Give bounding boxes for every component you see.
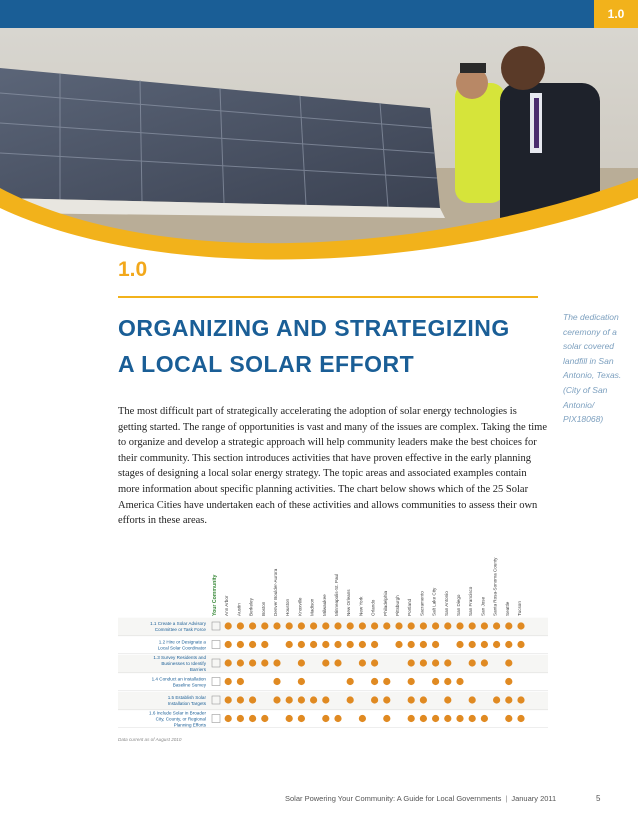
activity-dot (505, 715, 512, 722)
column-header: Philadelphia (382, 590, 388, 616)
activity-dot (286, 641, 293, 648)
row-label: 1.6 Include Solar in Broader (149, 710, 206, 716)
activity-dot (261, 641, 268, 648)
column-header: Pittsburgh (395, 595, 400, 616)
row-label: Local Solar Coordinator (157, 645, 206, 651)
activity-dot (517, 715, 524, 722)
activity-dot (261, 659, 268, 666)
activity-dot (359, 659, 366, 666)
chapter-tab: 1.0 (594, 0, 638, 28)
activity-dot (444, 678, 451, 685)
activity-dot (481, 659, 488, 666)
activity-dot (347, 696, 354, 703)
activity-dot (408, 641, 415, 648)
your-community-cell (212, 715, 220, 723)
column-header: New York (358, 596, 364, 616)
activity-dot (408, 622, 415, 629)
activity-dot (517, 696, 524, 703)
activity-dot (249, 696, 256, 703)
activity-dot (286, 715, 293, 722)
page-number: 5 (596, 794, 601, 803)
row-label: 1.3 Survey Residents and (153, 655, 206, 660)
activity-dot (249, 659, 256, 666)
footer-date: January 2011 (511, 794, 557, 803)
activity-dot (383, 678, 390, 685)
column-header: Madison (309, 598, 315, 616)
column-header: Sacramento (419, 591, 425, 616)
column-header: Berkeley (248, 598, 254, 616)
activity-dot (298, 641, 305, 648)
activity-dot (432, 641, 439, 648)
column-header: Santa Rosa-Sonoma County (492, 557, 498, 616)
activity-dot (225, 659, 232, 666)
activity-dot (298, 715, 305, 722)
activity-dot (286, 622, 293, 629)
activity-dot (225, 622, 232, 629)
column-header: Tucson (517, 601, 522, 616)
activity-dot (347, 622, 354, 629)
column-header: Seattle (504, 601, 510, 616)
chart-note: Data current as of August 2010 (118, 737, 182, 742)
activity-dot (505, 622, 512, 629)
chapter-title-line2: A LOCAL SOLAR EFFORT (118, 351, 415, 377)
activity-dot (493, 641, 500, 648)
activity-dot (225, 678, 232, 685)
activity-dot (408, 678, 415, 685)
column-header-your-community: Your Community (212, 574, 218, 616)
column-header: Minneapolis-St. Paul (334, 573, 339, 616)
activity-dot (469, 622, 476, 629)
activity-dot (359, 715, 366, 722)
column-header: San Francisco (468, 586, 474, 616)
column-header: Austin (236, 603, 242, 616)
activity-dot (261, 622, 268, 629)
activity-dot (273, 678, 280, 685)
activity-dot (237, 696, 244, 703)
column-header: Ann Arbor (224, 595, 230, 616)
activities-chart (118, 556, 548, 742)
activity-dot (456, 622, 463, 629)
activity-dot (505, 659, 512, 666)
activity-dot (237, 641, 244, 648)
column-header: Boston (260, 601, 266, 616)
row-label: Committee or Task Force (154, 627, 206, 632)
activity-dot (322, 715, 329, 722)
activity-dot (456, 678, 463, 685)
activity-dot (481, 622, 488, 629)
activity-dot (298, 678, 305, 685)
activity-dot (444, 696, 451, 703)
row-label: Baseline Survey (172, 682, 206, 688)
activity-dot (420, 696, 427, 703)
row-label: Installation Targets (167, 701, 206, 706)
activity-dot (481, 715, 488, 722)
activity-dot (347, 678, 354, 685)
activity-dot (420, 641, 427, 648)
activity-dot (493, 696, 500, 703)
activity-dot (408, 696, 415, 703)
column-header: New Orleans (346, 589, 352, 616)
activity-dot (273, 659, 280, 666)
activity-dot (420, 659, 427, 666)
body-paragraph: The most difficult part of strategically accelerating the adoption of solar energy technologies is getting started. The range of opportunities is vast and many of the issues are complex. Taking the time to organize and develop a strategic approach will help community leaders make the best choices for their community. This section introduces activities that have proven effective in the early planning stages of designing a local solar energy strategy. The topic areas and associated examples contain more information about specific planning activities. The chart below shows which of the 25 Solar America Cities have undertaken each of these activities and allows communities to assess their own efforts in these areas. (118, 406, 547, 527)
activity-dot (237, 622, 244, 629)
row-label: 1.5 Establish Solar (167, 695, 206, 700)
activity-dot (310, 696, 317, 703)
chapter-number: 1.0 (118, 258, 148, 281)
activity-dot (322, 622, 329, 629)
activity-dot (481, 641, 488, 648)
your-community-cell (212, 641, 220, 649)
activity-dot (273, 696, 280, 703)
chapter-title-line1: ORGANIZING AND STRATEGIZING (118, 315, 510, 341)
activity-dot (273, 622, 280, 629)
row-label: City, County, or Regional (155, 716, 206, 722)
activity-dot (493, 622, 500, 629)
activity-dot (334, 622, 341, 629)
activity-dot (395, 641, 402, 648)
activity-dot (383, 715, 390, 722)
activity-dot (505, 696, 512, 703)
activity-dot (249, 715, 256, 722)
activity-dot (322, 696, 329, 703)
activity-dot (371, 659, 378, 666)
activity-dot (298, 622, 305, 629)
activity-dot (334, 641, 341, 648)
activity-dot (347, 641, 354, 648)
row-label: 1.1 Create a Solar Advisory (150, 621, 206, 626)
activity-dot (371, 678, 378, 685)
activity-dot (469, 696, 476, 703)
activity-dot (249, 641, 256, 648)
activity-dot (249, 622, 256, 629)
activity-dot (408, 659, 415, 666)
activity-dot (432, 678, 439, 685)
activity-dot (469, 715, 476, 722)
activity-dot (310, 622, 317, 629)
activity-dot (298, 696, 305, 703)
activity-dot (359, 622, 366, 629)
activity-dot (237, 715, 244, 722)
footer (285, 794, 556, 803)
activity-dot (408, 715, 415, 722)
activity-dot (310, 641, 317, 648)
activity-dot (456, 715, 463, 722)
row-label: Barriers (189, 667, 206, 672)
activity-dot (225, 696, 232, 703)
activity-dot (237, 659, 244, 666)
activity-dot (371, 641, 378, 648)
activity-dot (420, 622, 427, 629)
column-header: San Diego (456, 594, 461, 616)
activity-dot (444, 659, 451, 666)
column-header: Milwaukee (321, 594, 327, 616)
activity-dot (469, 641, 476, 648)
activity-dot (286, 696, 293, 703)
row-label: Planning Efforts (173, 722, 206, 728)
footer-publication: Solar Powering Your Community: A Guide for Local Governments (285, 794, 502, 803)
divider-rule (118, 296, 538, 298)
footer-separator: | (505, 794, 508, 803)
activity-dot (432, 715, 439, 722)
activity-dot (517, 622, 524, 629)
activity-dot (469, 659, 476, 666)
header-photo (0, 28, 638, 278)
activity-dot (420, 715, 427, 722)
activity-dot (371, 622, 378, 629)
activity-dot (444, 715, 451, 722)
top-band (0, 0, 638, 28)
column-header: Orlando (370, 599, 376, 616)
activity-dot (322, 641, 329, 648)
photo-caption: The dedication ceremony of a solar covered landfill in San Antonio, Texas. (City of San Antonio/ PIX18068) (563, 312, 622, 425)
activity-dot (432, 659, 439, 666)
activity-dot (505, 678, 512, 685)
activity-dot (505, 641, 512, 648)
activity-dot (371, 696, 378, 703)
activity-dot (237, 678, 244, 685)
activity-dot (383, 622, 390, 629)
column-header: Houston (285, 598, 291, 616)
activity-dot (334, 659, 341, 666)
chapter-title (118, 310, 538, 382)
column-header: San Antonio (443, 591, 449, 616)
column-header: Salt Lake City (431, 587, 437, 616)
column-header: Knoxville (297, 597, 303, 616)
your-community-cell (212, 678, 220, 686)
row-label: 1.4 Conduct an Installation (151, 676, 206, 682)
activity-dot (395, 622, 402, 629)
activity-dot (444, 622, 451, 629)
column-header: Denver Boulder-Aurora (273, 568, 278, 616)
activity-dot (225, 641, 232, 648)
activity-dot (383, 696, 390, 703)
activity-dot (298, 659, 305, 666)
row-label: Businesses to Identify (161, 661, 206, 666)
activity-dot (322, 659, 329, 666)
activity-dot (225, 715, 232, 722)
activity-dot (261, 715, 268, 722)
activity-dot (432, 622, 439, 629)
row-label: 1.2 Hire or Designate a (158, 639, 206, 645)
activity-dot (517, 641, 524, 648)
column-header: Portland (407, 598, 413, 616)
column-header: San Jose (480, 596, 486, 616)
activity-dot (359, 641, 366, 648)
activity-dot (456, 641, 463, 648)
activity-dot (334, 715, 341, 722)
